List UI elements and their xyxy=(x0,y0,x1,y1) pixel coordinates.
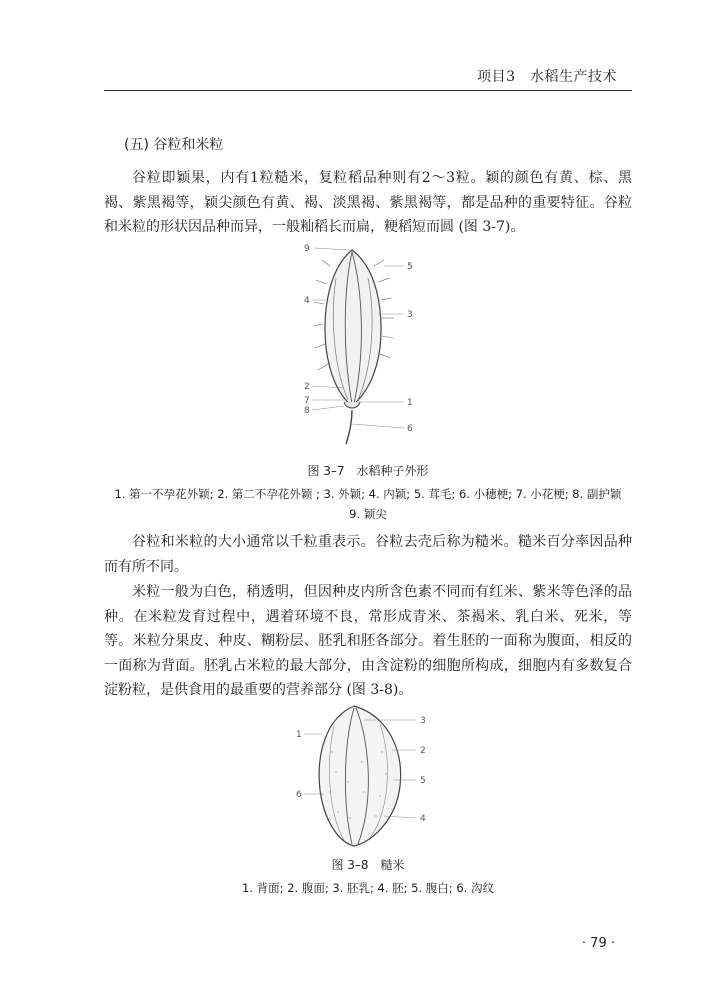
rice-label-2: 2 xyxy=(420,746,426,756)
paragraph-grain-size: 谷粒和米粒的大小通常以千粒重表示。谷粒去壳后称为糙米。糙米百分率因品种而有所不同。 xyxy=(104,534,632,575)
seed-label-8: 8 xyxy=(304,406,310,416)
seed-label-5: 5 xyxy=(407,262,413,272)
page-number: · 79 · xyxy=(581,936,615,951)
rice-label-6: 6 xyxy=(296,790,302,800)
figure-rice-seed xyxy=(300,238,430,450)
figure-3-8-legend: 1. 背面; 2. 腹面; 3. 胚乳; 4. 胚; 5. 腹白; 6. 沟纹 xyxy=(242,881,494,895)
seed-label-9: 9 xyxy=(304,244,310,254)
paragraph-rice-kernel: 米粒一般为白色，稍透明，但因种皮内所含色素不同而有红米、紫米等色泽的品种。在米粒发育过程中，遇着环境不良，常形成青米、茶褐米、乳白米、死米，等等。米粒分果皮、种皮、糊粉层、胚乳和胚各部分。着生胚的一面称为腹面，相反的一面称为背面。胚乳占米粒的最大部分，由含淀粉的细胞所构成，细胞内有多数复合淀粉粒，是供食用的最重要的营养部分 (图 3-8)。 xyxy=(104,584,632,698)
figure-3-7-caption: 图 3–7 水稻种子外形 xyxy=(307,464,429,478)
figure-3-7-legend-line-1: 1. 第一不孕花外颖; 2. 第二不孕花外颖 ; 3. 外颖; 4. 内颖; 5. 茸毛; 6. 小穗梗; 7. 小花梗; 8. 副护颖 xyxy=(114,487,622,501)
seed-label-2: 2 xyxy=(304,382,310,392)
rice-label-5: 5 xyxy=(420,776,426,786)
rice-seed-illustration xyxy=(300,238,430,450)
figure-3-8-caption: 图 3–8 糙米 xyxy=(331,858,405,872)
seed-label-4: 4 xyxy=(304,296,310,306)
brown-rice-illustration xyxy=(292,702,442,852)
seed-label-6: 6 xyxy=(407,424,413,434)
section-heading: (五) 谷粒和米粒 xyxy=(124,137,224,153)
header-divider xyxy=(104,90,632,91)
rice-label-4: 4 xyxy=(420,814,426,824)
paragraph-grain-intro: 谷粒即颖果，内有1粒糙米，复粒稻品种则有2～3粒。颖的颜色有黄、棕、黑褐、紫黑褐等，颖尖颜色有黄、褐、淡黑褐、紫黑褐等，都是品种的重要特征。谷粒和米粒的形状因品种而异，一般籼稻长而扁，粳稻短而圆 (图 3-7)。 xyxy=(104,170,632,235)
running-header: 项目3 水稻生产技术 xyxy=(477,69,617,85)
figure-3-7-legend-line-2: 9. 颖尖 xyxy=(349,507,387,521)
rice-label-1: 1 xyxy=(296,730,302,740)
seed-label-1: 1 xyxy=(407,398,413,408)
seed-label-7: 7 xyxy=(304,396,310,406)
seed-label-3: 3 xyxy=(407,310,413,320)
figure-brown-rice xyxy=(292,702,442,852)
rice-label-3: 3 xyxy=(420,716,426,726)
